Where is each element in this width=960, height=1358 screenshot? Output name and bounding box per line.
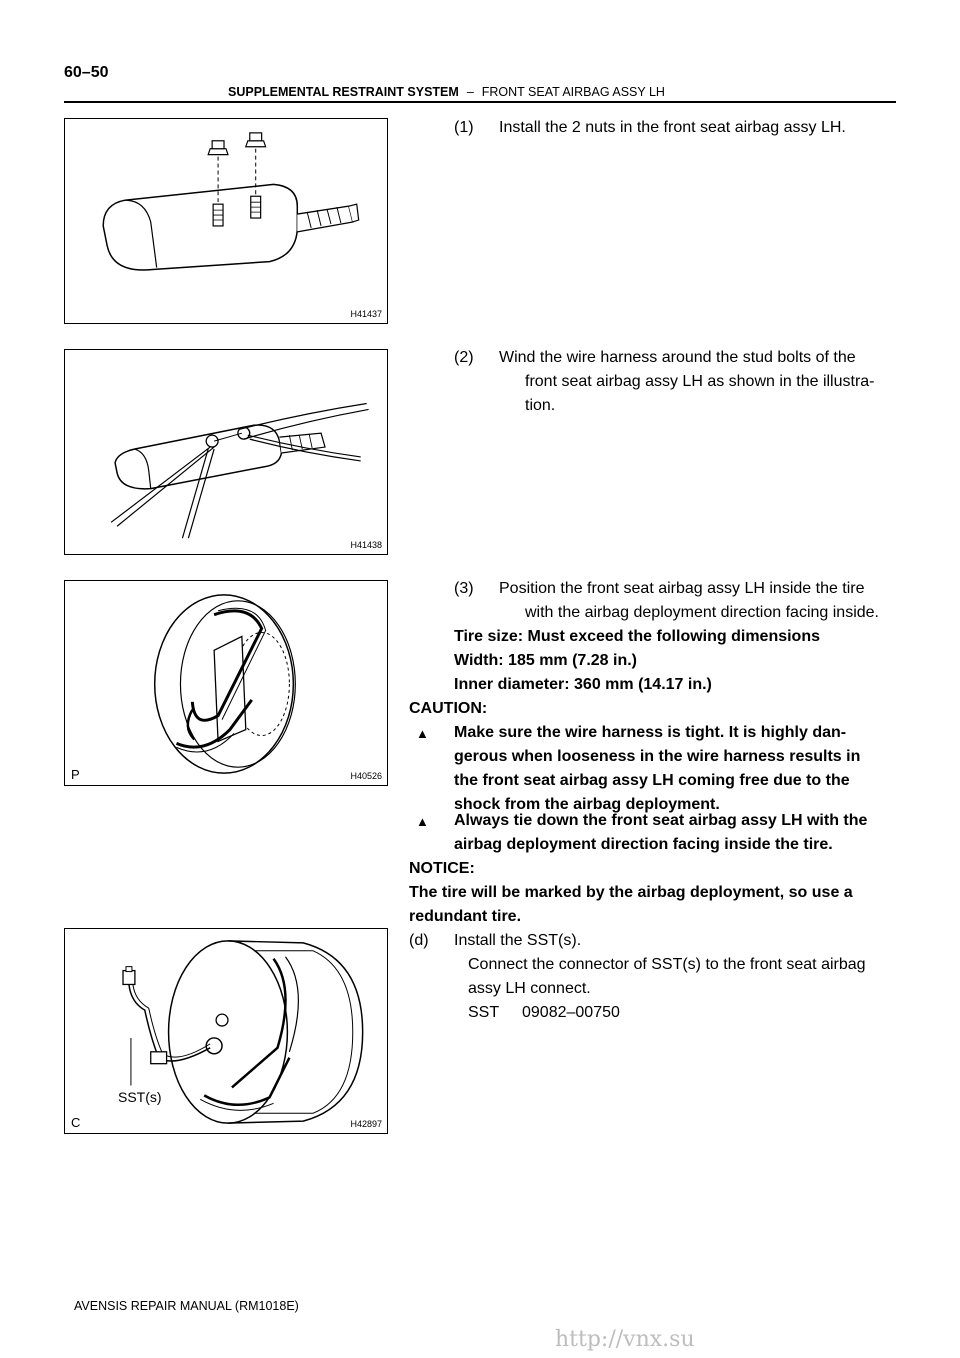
figure-sst-connection	[64, 928, 388, 1134]
system-title: SUPPLEMENTAL RESTRAINT SYSTEM	[228, 85, 459, 99]
figure-code: H41438	[350, 540, 382, 550]
step-2-line-3: tion.	[525, 397, 556, 414]
figure-letter: C	[71, 1115, 81, 1130]
step-3-line-2: with the airbag deployment direction facing inside.	[525, 604, 879, 621]
header-rule	[64, 101, 896, 103]
sst-callout: SST(s)	[118, 1089, 162, 1105]
figure-airbag-in-tire	[64, 580, 388, 786]
step-d-line-2: assy LH connect.	[468, 980, 591, 997]
figure-code: H40526	[350, 771, 382, 781]
section-title: FRONT SEAT AIRBAG ASSY LH	[481, 85, 665, 99]
caution-1-line-2: gerous when looseness in the wire harness results in	[454, 748, 861, 765]
step-2-line-2: front seat airbag assy LH as shown in the illustra-	[525, 373, 875, 390]
caution-1-line-1: Make sure the wire harness is tight. It is highly dan-	[454, 724, 847, 741]
step-2-line-1: Wind the wire harness around the stud bolts of the	[499, 349, 856, 366]
caution-1-line-3: the front seat airbag assy LH coming free due to the	[454, 772, 850, 789]
section-header	[228, 85, 665, 99]
header-separator: –	[466, 85, 474, 99]
tire-spec-inner-diameter: Inner diameter: 360 mm (14.17 in.)	[454, 676, 712, 693]
step-d-line-1: Connect the connector of SST(s) to the front seat airbag	[468, 956, 866, 973]
airbag-nuts-illustration	[65, 119, 387, 323]
step-3-number: (3)	[454, 580, 474, 597]
figure-letter: P	[71, 767, 80, 782]
sst-tire-illustration	[65, 929, 387, 1133]
notice-label: NOTICE:	[409, 860, 475, 877]
tire-airbag-illustration	[65, 581, 387, 785]
caution-1-line-4: shock from the airbag deployment.	[454, 796, 720, 813]
figure-code: H41437	[350, 309, 382, 319]
step-2-number: (2)	[454, 349, 474, 366]
caution-2-line-2: airbag deployment direction facing inside the tire.	[454, 836, 833, 853]
step-1-text: Install the 2 nuts in the front seat airbag assy LH.	[499, 119, 846, 136]
notice-line-2: redundant tire.	[409, 908, 522, 925]
step-d-title: Install the SST(s).	[454, 932, 582, 949]
step-3-line-1: Position the front seat airbag assy LH inside the tire	[499, 580, 865, 597]
tire-spec-heading: Tire size: Must exceed the following dimensions	[454, 628, 820, 645]
page-number: 60–50	[64, 64, 109, 81]
warning-triangle-icon: ▲	[416, 726, 429, 741]
warning-triangle-icon: ▲	[416, 814, 429, 829]
figure-wire-harness	[64, 349, 388, 555]
tire-spec-width: Width: 185 mm (7.28 in.)	[454, 652, 637, 669]
sst-number: 09082–00750	[522, 1004, 620, 1021]
step-1-number: (1)	[454, 119, 474, 136]
sst-label: SST	[468, 1004, 500, 1021]
step-d-number: (d)	[409, 932, 429, 949]
wire-harness-illustration	[65, 350, 387, 554]
figure-airbag-nuts	[64, 118, 388, 324]
figure-code: H42897	[350, 1119, 382, 1129]
watermark-link[interactable]: http://vnx.su	[555, 1327, 695, 1352]
caution-label: CAUTION:	[409, 700, 488, 717]
footer-manual-title: AVENSIS REPAIR MANUAL (RM1018E)	[74, 1299, 299, 1313]
notice-line-1: The tire will be marked by the airbag deployment, so use a	[409, 884, 853, 901]
caution-2-line-1: Always tie down the front seat airbag assy LH with the	[454, 812, 868, 829]
